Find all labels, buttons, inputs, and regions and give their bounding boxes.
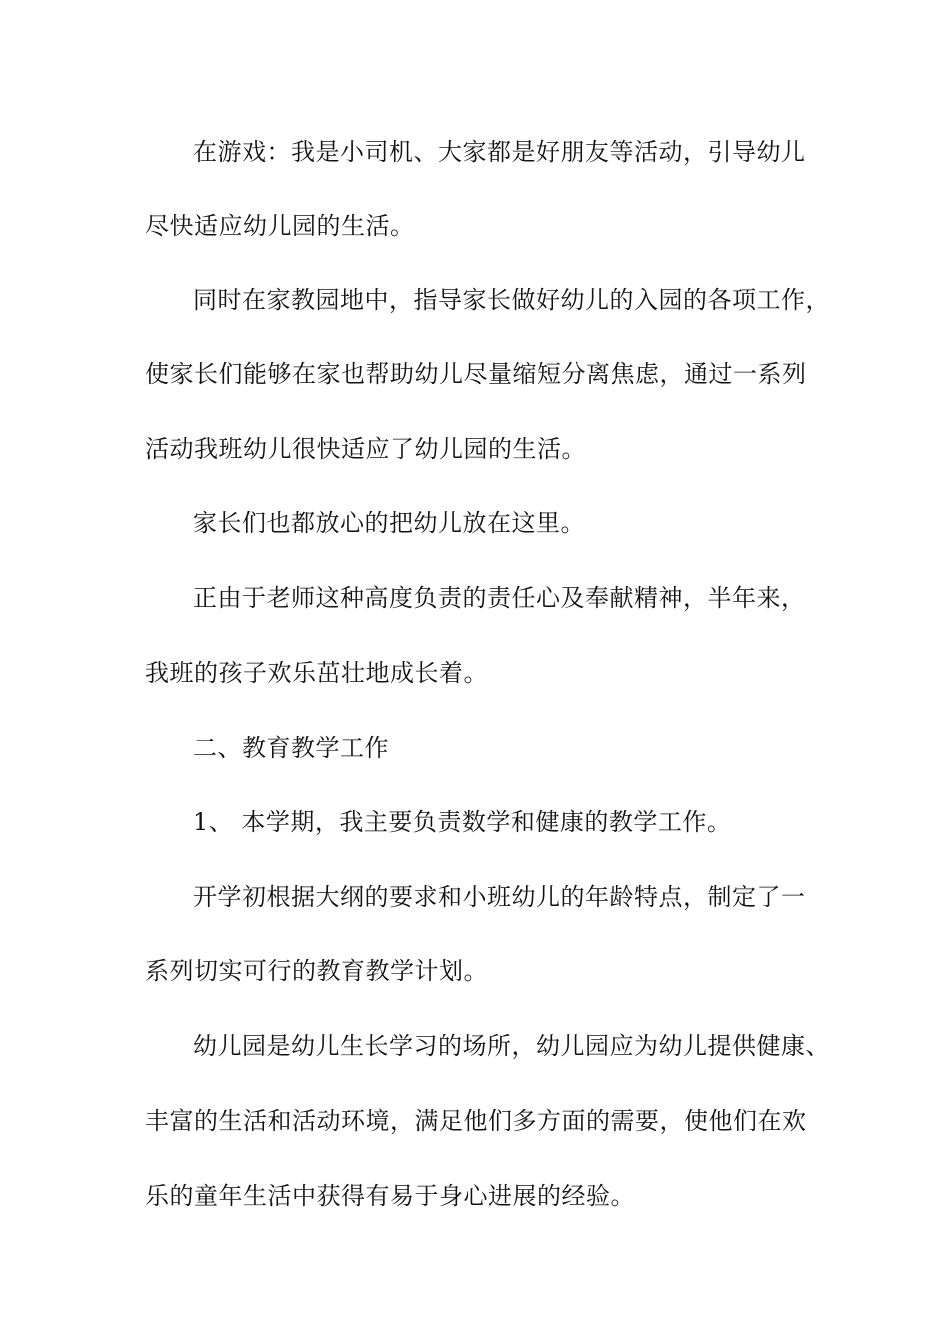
text-line: 尽快适应幼儿园的生活。 (145, 212, 415, 240)
text-line: 同时在家教园地中，指导家长做好幼儿的入园的各项工作， (193, 286, 830, 314)
text-line: 开学初根据大纲的要求和小班幼儿的年龄特点，制定了一 (193, 883, 806, 911)
text-line: 乐的童年生活中获得有易于身心进展的经验。 (145, 1182, 635, 1210)
text-line: 家长们也都放心的把幼儿放在这里。 (193, 509, 585, 537)
text-line: 1、 本学期，我主要负责数学和健康的教学工作。 (193, 808, 732, 836)
text-line: 在游戏：我是小司机、大家都是好朋友等活动，引导幼儿 (193, 138, 806, 166)
section-heading: 二、教育教学工作 (193, 734, 389, 762)
text-line: 正由于老师这种高度负责的责任心及奉献精神，半年来， (193, 584, 806, 612)
text-line: 丰富的生活和活动环境，满足他们多方面的需要，使他们在欢 (145, 1107, 807, 1135)
text-line: 幼儿园是幼儿生长学习的场所，幼儿园应为幼儿提供健康、 (193, 1032, 830, 1060)
text-line: 我班的孩子欢乐茁壮地成长着。 (145, 659, 488, 687)
text-line: 系列切实可行的教育教学计划。 (145, 957, 488, 985)
text-line: 活动我班幼儿很快适应了幼儿园的生活。 (145, 435, 586, 463)
text-line: 使家长们能够在家也帮助幼儿尽量缩短分离焦虑，通过一系列 (145, 360, 807, 388)
